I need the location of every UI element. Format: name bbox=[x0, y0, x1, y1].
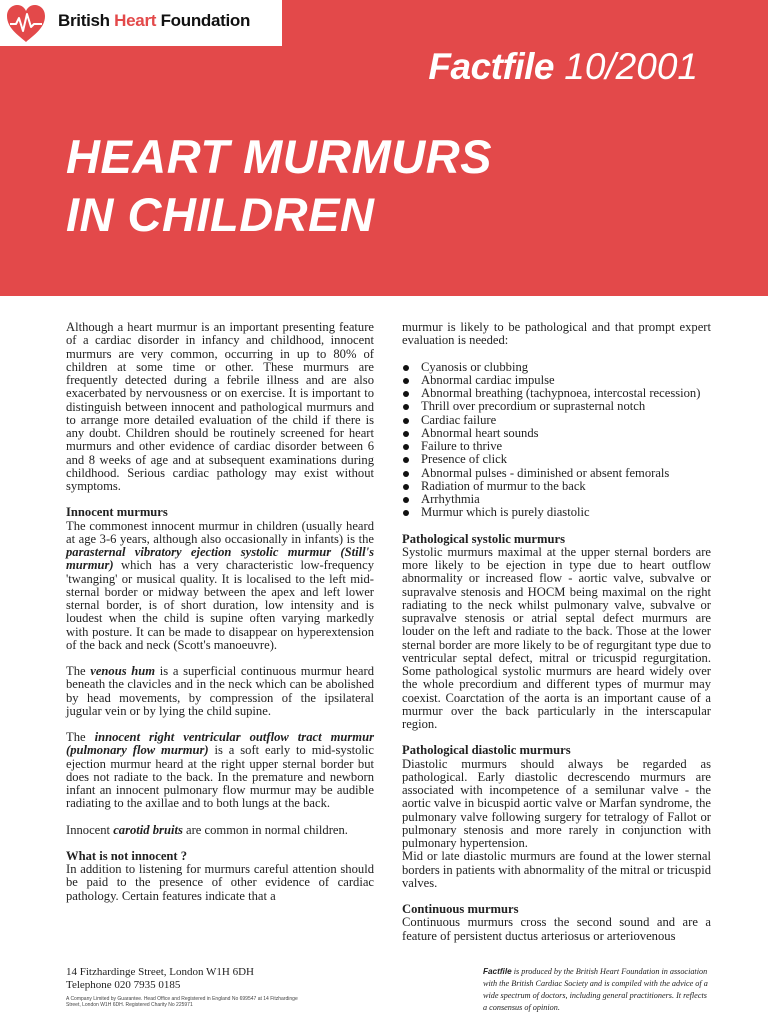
diastolic-paragraph-2: Mid or late diastolic murmurs are found at the lower sternal borders in patients with abnormality of the mitral or tricuspid valves. bbox=[402, 849, 711, 890]
bullet-icon bbox=[403, 365, 409, 371]
bullet-icon bbox=[403, 378, 409, 384]
list-item: Abnormal breathing (tachypnoea, intercostal recession) bbox=[402, 387, 711, 400]
title-line-2: IN CHILDREN bbox=[66, 188, 375, 241]
list-item: Radiation of murmur to the back bbox=[402, 480, 711, 493]
list-item: Abnormal cardiac impulse bbox=[402, 374, 711, 387]
diastolic-paragraph-1: Diastolic murmurs should always be regarded as pathological. Early diastolic decrescendo murmurs are associated with incompetence of a semilunar valve - the aortic valve in bicuspid aortic valve or Marfan syndrome, the pulmonary valve following surgery for tetralogy of Fallot or pulmonary stenosis and more rarely in conjunction with pulmonary hypertension. bbox=[402, 756, 711, 850]
not-innocent-heading: What is not innocent ? bbox=[66, 848, 188, 863]
carotid-paragraph: Innocent carotid bruits are common in normal children. bbox=[66, 822, 348, 837]
bullet-icon bbox=[403, 391, 409, 397]
continuation-paragraph: murmur is likely to be pathological and that prompt expert evaluation is needed: bbox=[402, 320, 711, 348]
page-title bbox=[66, 128, 492, 244]
logo[interactable] bbox=[0, 0, 282, 46]
footer-legal: A Company Limited by Guarantee. Head Office and Registered in England No 699547 at 14 Fitzhardinge Street, London W1H 6DH. Registered Charity No 225971 bbox=[66, 996, 298, 1008]
bullet-icon bbox=[403, 510, 409, 516]
header-banner bbox=[0, 0, 768, 296]
rvot-paragraph: The innocent right ventricular outflow tract murmur (pulmonary flow murmur) is a soft early to mid-systolic ejection murmur heard at the right upper sternal border but does not radiate to the back. In the premature and newborn infant an innocent pulmonary flow murmur may be audible radiating to the axillae and to both lungs at the back. bbox=[66, 730, 374, 811]
continuous-paragraph: Continuous murmurs cross the second sound and are a feature of persistent ductus arteriosus or arteriovenous bbox=[402, 915, 711, 943]
list-item: Arrhythmia bbox=[402, 493, 711, 506]
innocent-paragraph: The commonest innocent murmur in children (usually heard at age 3-6 years, although also occasionally in infants) is the parasternal vibratory ejection systolic murmur (Still's murmur) which has a very characteristic low-frequency 'twanging' or musical quality. It is localised to the left mid-sternal border or midway between the apex and left lower sternal border, is of short duration, low intensity and is loudest when the child is supine often varying markedly with posture. It can be made to disappear on hyperextension of the back and neck (Scott's manoeuvre). bbox=[66, 518, 374, 652]
factfile-label: Factfile 10/2001 bbox=[428, 46, 698, 87]
list-item: Abnormal pulses - diminished or absent femorals bbox=[402, 467, 711, 480]
heart-logo-icon bbox=[4, 2, 48, 44]
bullet-icon bbox=[403, 444, 409, 450]
bullet-icon bbox=[403, 484, 409, 490]
footer-contact bbox=[66, 966, 306, 1008]
list-item: Failure to thrive bbox=[402, 440, 711, 453]
continuous-heading: Continuous murmurs bbox=[402, 902, 519, 916]
footer-address: 14 Fitzhardinge Street, London W1H 6DH bbox=[66, 966, 254, 978]
title-line-1: HEART MURMURS bbox=[66, 130, 493, 183]
bullet-icon bbox=[403, 497, 409, 503]
bullet-icon bbox=[403, 471, 409, 477]
bullet-icon bbox=[403, 457, 409, 463]
list-item: Cardiac failure bbox=[402, 414, 711, 427]
left-column bbox=[66, 321, 374, 916]
list-item: Cyanosis or clubbing bbox=[402, 361, 711, 374]
list-item: Abnormal heart sounds bbox=[402, 427, 711, 440]
footer-note: Factfile is produced by the British Heart Foundation in association with the British Cardiac Society and is compiled with the advice of a wide spectrum of doctors, including general practitioners. It reflects a consensus of opinion. bbox=[483, 967, 708, 1012]
systolic-heading: Pathological systolic murmurs bbox=[402, 531, 566, 546]
list-item: Murmur which is purely diastolic bbox=[402, 506, 711, 519]
not-innocent-paragraph: In addition to listening for murmurs careful attention should be paid to the presence of other evidence of cardiac pathology. Certain features indicate that a bbox=[66, 862, 374, 903]
right-column bbox=[402, 321, 711, 956]
systolic-paragraph: Systolic murmurs maximal at the upper sternal borders are more likely to be ejection in type due to heart outflow abnormality or increased flow - aortic valve, subvalve or supravalve stenosis and HOCM being maximal on the right radiating to the neck whilst pulmonary valve, subvalve or supravalve stenosis or atrial septal defect murmurs are louder on the left and radiate to the back. Those at the lower sternal border are more likely to be of regurgitant type due to ventricular septal defect, mitral or tricuspid regurgitation. Some pathological systolic murmurs are heard widely over the whole precordium and different types of murmur may coexist. Coarctation of the aorta is an important cause of a murmur over the back particularly in the interscapular region. bbox=[402, 544, 711, 731]
venous-hum-paragraph: The venous hum is a superficial continuous murmur heard beneath the clavicles and in the neck which can be abolished by head movements, by compression of the ipsilateral jugular vein or by lying the child supine. bbox=[66, 664, 375, 718]
diastolic-heading: Pathological diastolic murmurs bbox=[402, 743, 571, 758]
list-item: Thrill over precordium or suprasternal notch bbox=[402, 400, 711, 413]
footer-telephone: Telephone 020 7935 0185 bbox=[66, 979, 181, 991]
bullet-icon bbox=[403, 418, 409, 424]
innocent-heading: Innocent murmurs bbox=[66, 505, 168, 520]
intro-paragraph: Although a heart murmur is an important presenting feature of a cardiac disorder in infancy and childhood, innocent murmurs are very common, occurring in up to 80% of children at some time or other. These murmurs are frequently detected during a febrile illness and are also exacerbated by nervousness or on exercise. It is important to distinguish between innocent and pathological murmurs and to arrange more detailed evaluation of the child if there is any doubt. Children should be routinely screened for heart murmurs and other evidence of cardiac disorder between 6 and 8 weeks of age and at subsequent examinations during childhood. Serious cardiac pathology may exist without symptoms. bbox=[66, 320, 374, 493]
warning-signs-list bbox=[402, 361, 711, 520]
bullet-icon bbox=[403, 404, 409, 410]
logo-text: British Heart Foundation bbox=[58, 11, 251, 30]
bullet-icon bbox=[403, 431, 409, 437]
list-item: Presence of click bbox=[402, 453, 711, 466]
